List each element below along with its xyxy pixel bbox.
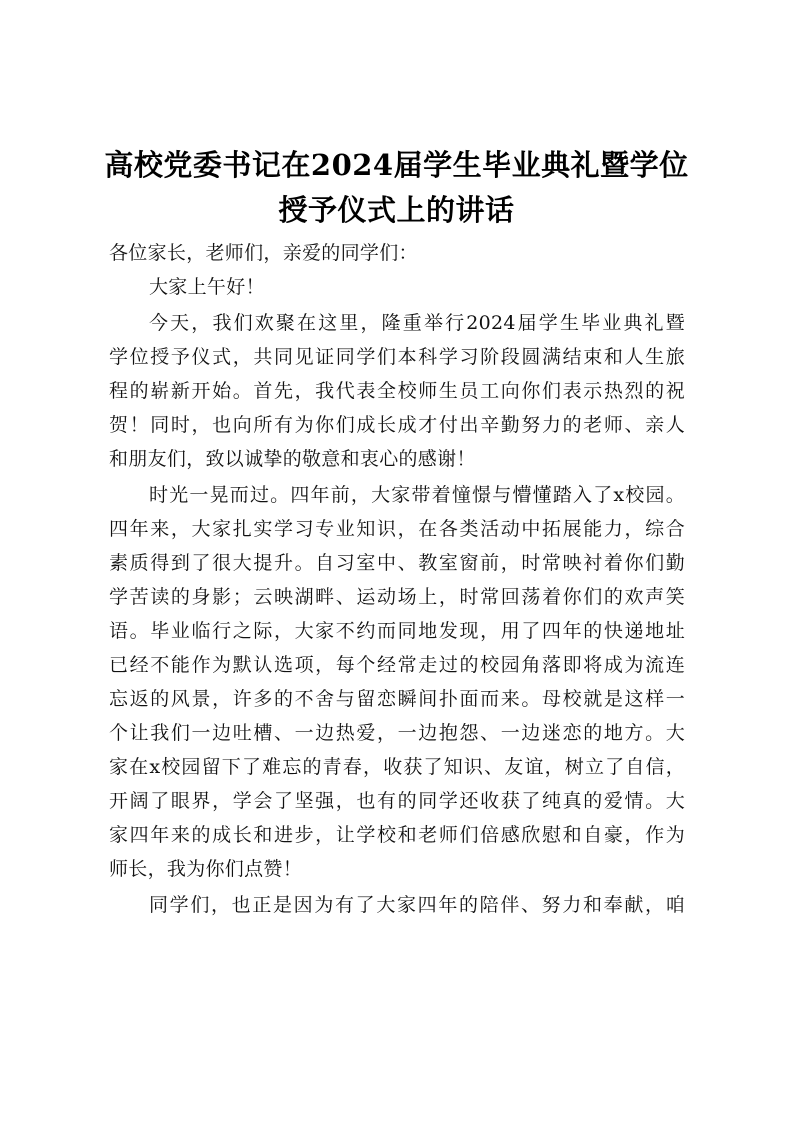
paragraph-2-line: 四年来，大家扎实学习专业知识，在各类活动中拓展能力，综合 — [109, 518, 685, 540]
paragraph-3-line: 同学们，也正是因为有了大家四年的陪伴、努力和奉献，咱 — [149, 894, 685, 916]
paragraph-1-line: 贺！同时，也向所有为你们成长成才付出辛勤努力的老师、亲人 — [109, 414, 685, 436]
paragraph-2-line: 家四年来的成长和进步，让学校和老师们倍感欣慰和自豪，作为 — [109, 824, 685, 846]
paragraph-1-line: 学位授予仪式，共同见证同学们本科学习阶段圆满结束和人生旅 — [109, 346, 685, 368]
paragraph-2-line: 语。毕业临行之际，大家不约而同地发现，用了四年的快递地址 — [109, 620, 685, 642]
paragraph-2-line: 素质得到了很大提升。自习室中、教室窗前，时常映衬着你们勤 — [109, 552, 685, 574]
paragraph-1-line: 程的崭新开始。首先，我代表全校师生员工向你们表示热烈的祝 — [109, 380, 685, 402]
paragraph-2-line: 已经不能作为默认选项，每个经常走过的校园角落即将成为流连 — [109, 654, 685, 676]
paragraph-1-line: 今天，我们欢聚在这里，隆重举行2024届学生毕业典礼暨 — [149, 312, 685, 334]
paragraph-1-line: 和朋友们，致以诚挚的敬意和衷心的感谢！ — [109, 448, 476, 470]
paragraph-2-line: 开阔了眼界，学会了坚强，也有的同学还收获了纯真的爱情。大 — [109, 790, 685, 812]
paragraph-2-line: 师长，我为你们点赞！ — [109, 858, 303, 880]
salutation: 各位家长，老师们，亲爱的同学们： — [109, 242, 418, 264]
paragraph-2-line: 学苦读的身影；云映湖畔、运动场上，时常回荡着你们的欢声笑 — [109, 586, 685, 608]
document-title-line-1: 高校党委书记在2024届学生毕业典礼暨学位 — [104, 148, 689, 182]
paragraph-2-line: 个让我们一边吐槽、一边热爱，一边抱怨、一边迷恋的地方。大 — [109, 722, 685, 744]
paragraph-2-line: 忘返的风景，许多的不舍与留恋瞬间扑面而来。母校就是这样一 — [109, 688, 685, 710]
paragraph-2-line: 时光一晃而过。四年前，大家带着憧憬与懵懂踏入了x校园。 — [149, 484, 685, 506]
document-title-line-2: 授予仪式上的讲话 — [278, 193, 515, 227]
paragraph-2-line: 家在x校园留下了难忘的青春，收获了知识、友谊，树立了自信， — [109, 756, 685, 778]
greeting: 大家上午好！ — [149, 276, 265, 298]
